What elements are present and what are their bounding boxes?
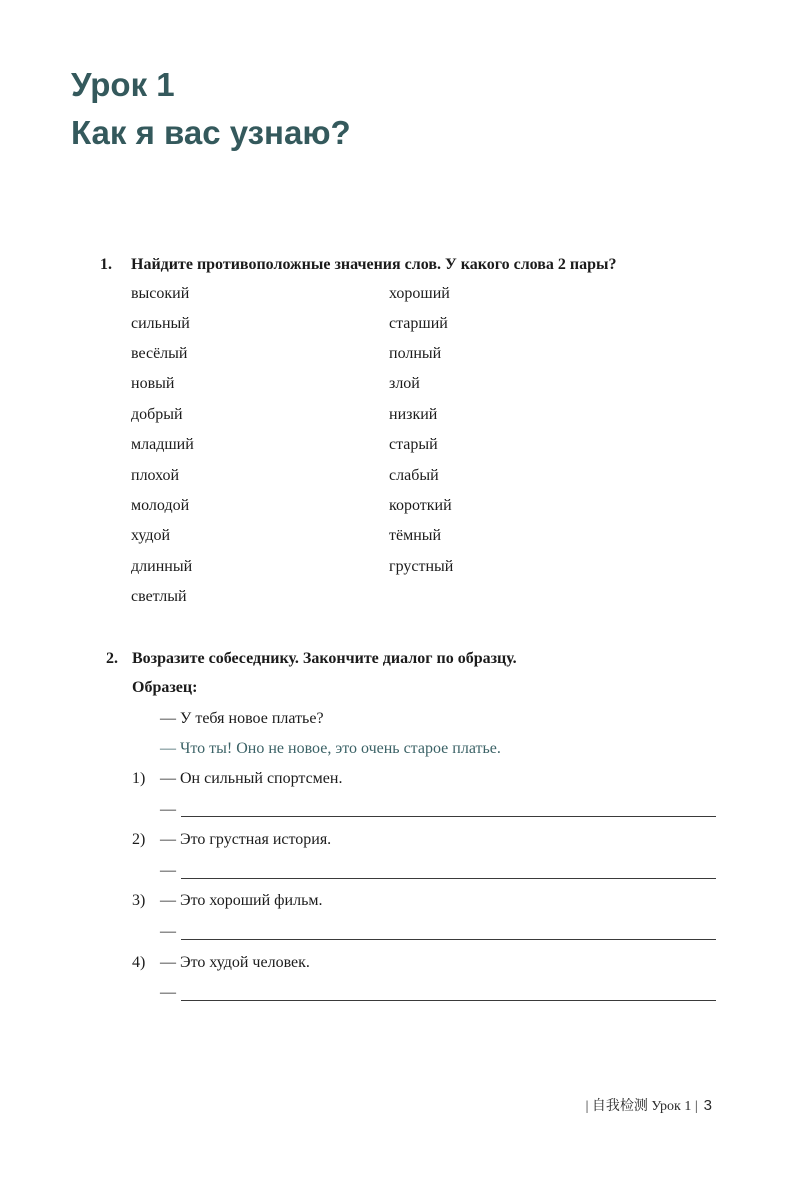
right-word: злой xyxy=(389,375,420,392)
page-footer xyxy=(586,1097,712,1116)
lesson-title: Как я вас узнаю? xyxy=(71,114,351,151)
task-2-instruction: Возразите собеседнику. Закончите диалог по образцу. xyxy=(132,650,517,667)
right-word: короткий xyxy=(389,497,452,514)
left-word: высокий xyxy=(131,285,190,302)
page-number: 3 xyxy=(703,1097,712,1114)
left-word: худой xyxy=(131,527,171,544)
item-number: 3) xyxy=(132,892,146,909)
left-word: сильный xyxy=(131,315,190,332)
answer-line[interactable] xyxy=(181,1000,716,1001)
answer-dash: — xyxy=(160,984,176,1001)
right-word: низкий xyxy=(389,406,438,423)
answer-line[interactable] xyxy=(181,816,716,817)
item-number: 4) xyxy=(132,954,146,971)
right-word: старший xyxy=(389,315,448,332)
item-prompt: — Это грустная история. xyxy=(160,831,332,848)
example-label: Образец: xyxy=(132,679,198,696)
left-word: светлый xyxy=(131,588,187,605)
task-1-number: 1. xyxy=(100,256,112,273)
right-word: тёмный xyxy=(389,527,442,544)
left-word: плохой xyxy=(131,467,180,484)
item-number: 1) xyxy=(132,770,146,787)
example-answer: — Что ты! Оно не новое, это очень старое платье. xyxy=(160,740,501,757)
task-2-number: 2. xyxy=(106,650,118,667)
answer-dash: — xyxy=(160,923,176,940)
answer-line[interactable] xyxy=(181,939,716,940)
left-word: длинный xyxy=(131,558,193,575)
item-prompt: — Это хороший фильм. xyxy=(160,892,323,909)
right-word: хороший xyxy=(389,285,450,302)
answer-dash: — xyxy=(160,862,176,879)
item-prompt: — Он сильный спортсмен. xyxy=(160,770,343,787)
answer-dash: — xyxy=(160,801,176,818)
right-word: полный xyxy=(389,345,442,362)
item-prompt: — Это худой человек. xyxy=(160,954,310,971)
item-number: 2) xyxy=(132,831,146,848)
right-word: слабый xyxy=(389,467,439,484)
footer-label: | 自我检测 Урок 1 | xyxy=(585,1099,698,1114)
left-word: молодой xyxy=(131,497,190,514)
left-word: новый xyxy=(131,375,175,392)
task-1-instruction: Найдите противоположные значения слов. У какого слова 2 пары? xyxy=(131,256,617,273)
left-word: добрый xyxy=(131,406,183,423)
left-word: весёлый xyxy=(131,345,188,362)
right-word: старый xyxy=(389,436,438,453)
lesson-number: Урок 1 xyxy=(71,66,175,103)
right-word: грустный xyxy=(389,558,454,575)
answer-line[interactable] xyxy=(181,878,716,879)
left-word: младший xyxy=(131,436,194,453)
example-question: — У тебя новое платье? xyxy=(160,710,324,727)
